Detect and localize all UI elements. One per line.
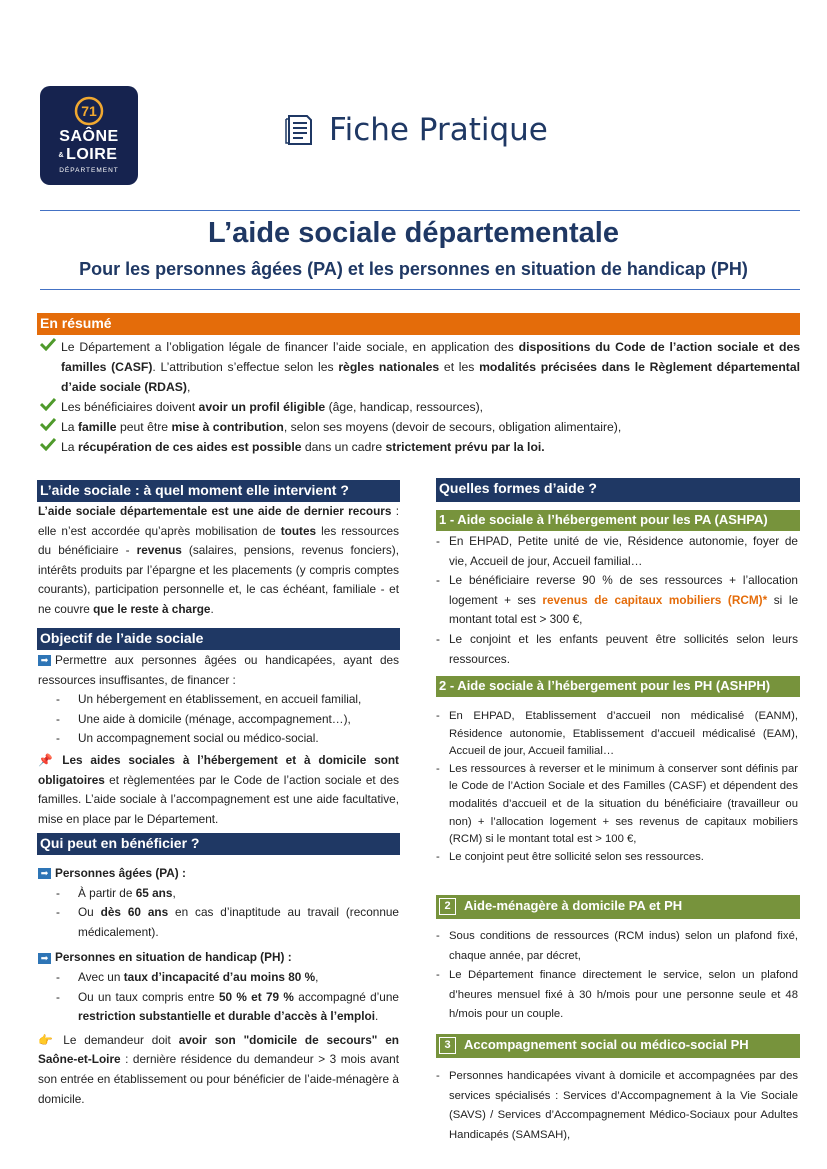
logo-line3: DÉPARTEMENT: [59, 167, 119, 174]
summary-item: Les bénéficiaires doivent avoir un profil éligible (âge, handicap, ressources),: [40, 397, 800, 417]
arrow-right-icon: ➡: [38, 868, 51, 879]
ashpa-body: - En EHPAD, Petite unité de vie, Résidence autonomie, foyer de vie, Accueil de jour, Accueil familial… - Le bénéficiaire reverse 90 % de ses ressources + l’allocation logement + ses revenus de capitaux mobiliers (RCM)* si le montant total est > 300 €, - Le conjoint et les enfants peuvent être sollicités selon leurs ressources.: [436, 534, 799, 666]
when-body: L’aide sociale départementale est une aide de dernier recours : elle n’est accordée qu’après mobilisation de toutes les ressources du bénéficiaire - revenus (salaires, pensions, revenus fonciers), intérêts produits par l’épargne et les placements (y compris comptes courants), participation personnelle et, le cas échéant, familiale - et ne couvre que le reste à charge.: [38, 504, 399, 616]
page-title: L’aide sociale départementale: [207, 217, 619, 249]
ashpa-heading: 1 - Aide sociale à l’hébergement pour les PA (ASHPA): [436, 510, 800, 531]
title-divider: [40, 289, 800, 290]
home-help-body: - Sous conditions de ressources (RCM indus) selon un plafond fixé, chaque année, par décret, - Le Département finance directement le service, selon un plafond d’heures mensuel fixé à 30 h/mois pour une personne seule et 48 h/mois pour un couple.: [436, 930, 798, 1021]
summary-item: La famille peut être mise à contribution, selon ses moyens (devoir de secours, obligation alimentaire),: [40, 417, 800, 437]
document-icon: [283, 113, 317, 147]
department-logo: [40, 86, 138, 185]
summary-list: [40, 337, 800, 457]
ashph-body: - En EHPAD, Etablissement d’accueil non médicalisé (EANM), Résidence autonomie, Etablissement d’accueil médicalisé (EAM), Accueil de jour, Accueil familial… - Les ressources à reverser et le minimum à conserver sont définis par le Code de l’Action Sociale et des Familles (CASF) et dépendent des modalités d’accueil et de la situation du bénéficiaire (travailleur ou non) + l’allocation logement + ses revenus de capitaux mobiliers (RCM) si le montant total est > 100 €, - Le conjoint peut être sollicité selon ses ressources.: [436, 710, 798, 863]
logo-emblem-icon: [74, 96, 104, 126]
check-icon: [40, 417, 61, 437]
arrow-right-icon: ➡: [38, 953, 51, 964]
pin-icon: 📌: [38, 752, 58, 767]
fiche-title: Fiche Pratique: [329, 112, 548, 148]
support-body: - Personnes handicapées vivant à domicile et accompagnées par des services spécialisés : Services d’Accompagnement à la Vie Sociale (SAVS) / Services d’Accompagnement Médico-Sociaux pour Adultes Handicapés (SAMSAH),: [436, 1070, 798, 1141]
who-heading: Qui peut en bénéficier ?: [37, 833, 400, 855]
svg-text:71: 71: [81, 103, 97, 119]
objective-heading: Objectif de l’aide sociale: [37, 628, 400, 650]
summary-item: La récupération de ces aides est possible dans un cadre strictement prévu par la loi.: [40, 437, 800, 457]
support-heading: 3 Accompagnement social ou médico-social PH: [436, 1034, 800, 1058]
logo-line1: SAÔNE: [59, 128, 119, 145]
number-badge: 3: [439, 1037, 456, 1054]
when-heading: L’aide sociale : à quel moment elle intervient ?: [37, 480, 400, 502]
pointing-hand-icon: 👉: [38, 1032, 58, 1047]
arrow-right-icon: ➡: [38, 655, 51, 666]
fiche-header: [283, 112, 548, 148]
objective-body: ➡ Permettre aux personnes âgées ou handicapées, ayant des ressources insuffisantes, de financer : - Un hébergement en établissement, en accueil familial, - Une aide à domicile (ménage, accompagnement…), - Un accompagnement social ou médico-social. 📌 Les aides sociales à l’hébergement et à domicile sont obligatoires et règlementées par le Code de l’action sociale et des familles. L’aide sociale à l’accompagnement est une aide facultative, mise en place par le Département.: [38, 653, 399, 826]
check-icon: [40, 397, 61, 417]
check-icon: [40, 437, 61, 457]
check-icon: [40, 337, 61, 397]
who-body: ➡ Personnes âgées (PA) : - À partir de 65 ans, - Ou dès 60 ans en cas d’inaptitude au travail (reconnue médicalement). ➡ Personnes en situation de handicap (PH) : - Avec un taux d’incapacité d’au moins 80 %, - Ou un taux compris entre 50 % et 79 % accompagné d’une restriction substantielle et durable d’accès à l’emploi. 👉 Le demandeur doit avoir son "domicile de secours" en Saône-et-Loire : dernière résidence du demandeur > 3 mois avant son entrée en établissement ou pour bénéficier de l’aide-ménagère à domicile.: [38, 866, 399, 1106]
page-subtitle: Pour les personnes âgées (PA) et les personnes en situation de handicap (PH): [79, 259, 748, 279]
forms-heading: Quelles formes d’aide ?: [436, 478, 800, 502]
top-divider: [40, 210, 800, 211]
number-badge: 2: [439, 898, 456, 915]
summary-item: Le Département a l’obligation légale de financer l’aide sociale, en application des dispositions du Code de l’action sociale et des familles (CASF). L’attribution s’effectue selon les règles nationales et les modalités précisées dans le Règlement départemental d’aide sociale (RDAS),: [40, 337, 800, 397]
logo-line2: & LOIRE: [58, 146, 118, 163]
home-help-heading: 2 Aide-ménagère à domicile PA et PH: [436, 895, 800, 919]
summary-heading: En résumé: [37, 313, 800, 335]
ashph-heading: 2 - Aide sociale à l’hébergement pour les PH (ASHPH): [436, 676, 800, 697]
